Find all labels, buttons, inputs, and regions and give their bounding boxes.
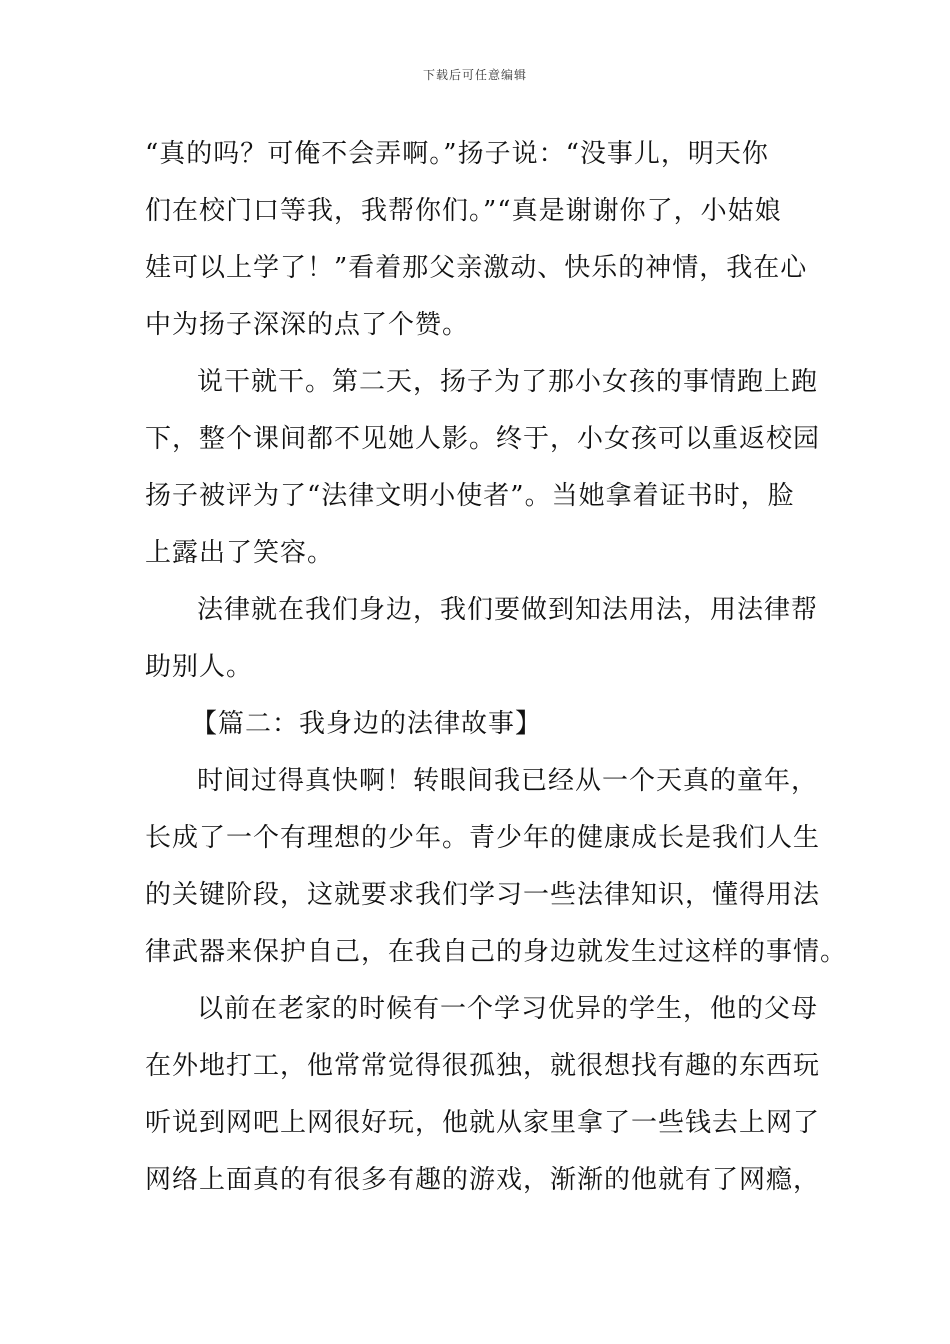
text-line: 网络上面真的有很多有趣的游戏，渐渐的他就有了网瘾， [145,1165,821,1195]
text-line: 扬子被评为了“法律文明小使者”。当她拿着证书时，脸 [145,481,795,511]
text-line: 律武器来保护自己，在我自己的身边就发生过这样的事情。 [145,937,848,967]
text-line: 在外地打工，他常常觉得很孤独，就很想找有趣的东西玩 [145,1051,821,1081]
text-line: 以前在老家的时候有一个学习优异的学生，他的父母 [197,994,819,1024]
text-line: 听说到网吧上网很好玩，他就从家里拿了一些钱去上网了 [145,1108,821,1138]
text-line: 中为扬子深深的点了个赞。 [145,310,470,340]
page-header-note: 下载后可任意编辑 [422,68,527,82]
text-line: 长成了一个有理想的少年。青少年的健康成长是我们人生 [145,823,821,853]
text-line: 说干就干。第二天，扬子为了那小女孩的事情跑上跑 [197,367,819,397]
section-heading: 【篇二：我身边的法律故事】 [191,709,543,739]
text-line: 时间过得真快啊！转眼间我已经从一个天真的童年， [197,766,819,796]
text-line: 娃可以上学了！”看着那父亲激动、快乐的神情，我在心 [145,253,808,283]
text-line: 下，整个课间都不见她人影。终于，小女孩可以重返校园 [145,424,821,454]
text-line: 的关键阶段，这就要求我们学习一些法律知识，懂得用法 [145,880,821,910]
text-line: “真的吗？可俺不会弄啊。”扬子说：“没事儿，明天你 [145,139,769,169]
text-line: 们在校门口等我，我帮你们。”“真是谢谢你了，小姑娘 [145,196,782,226]
text-line: 法律就在我们身边，我们要做到知法用法，用法律帮 [197,595,819,625]
text-line: 助别人。 [145,652,254,682]
document-body [145,126,848,1209]
text-line: 上露出了笑容。 [145,538,335,568]
